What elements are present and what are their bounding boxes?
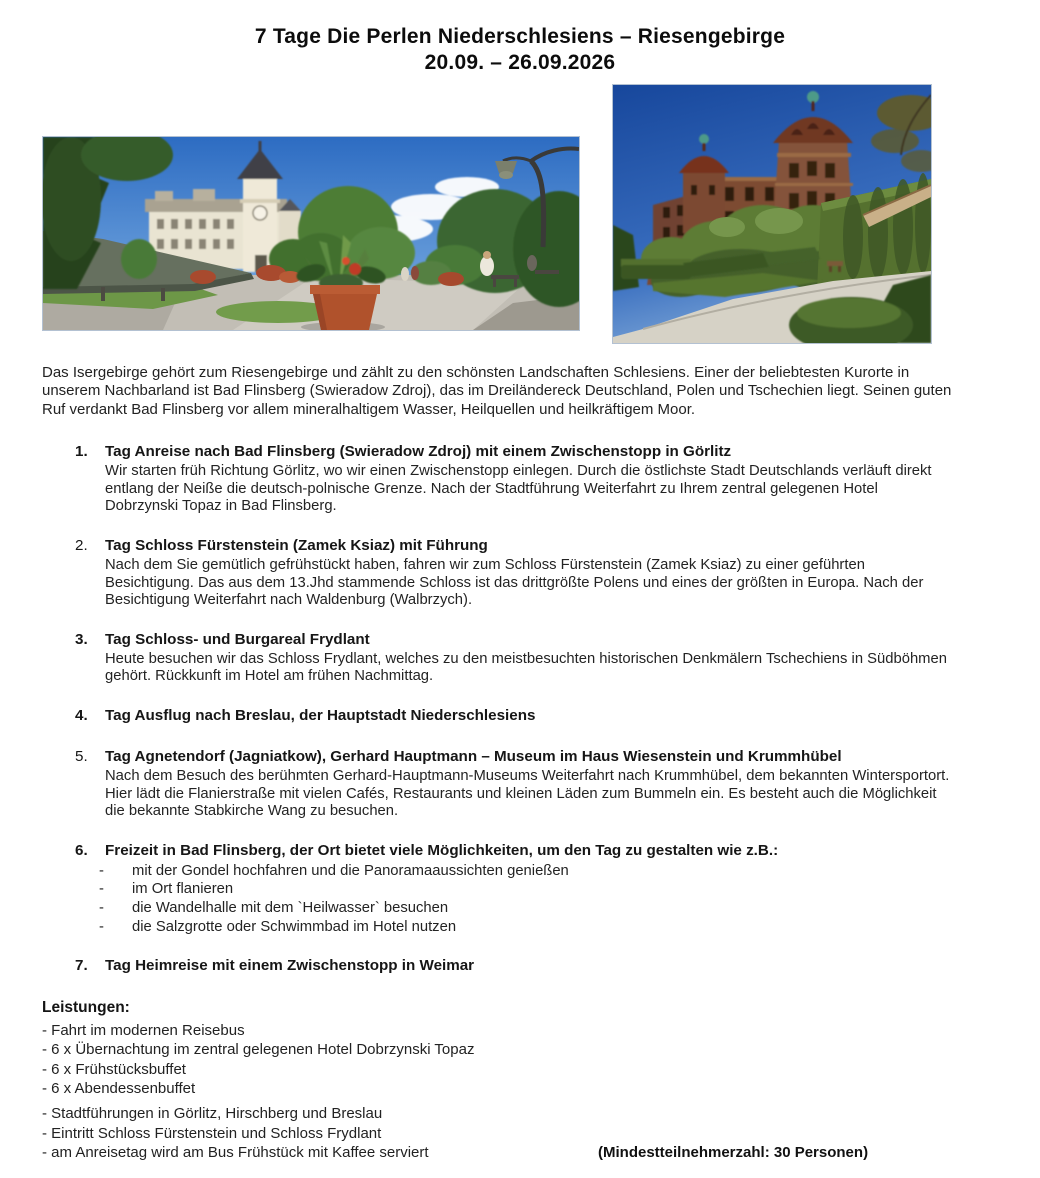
services-heading: Leistungen: [42,999,130,1017]
service-item: - 6 x Abendessenbuffet [42,1080,196,1098]
day-body: Wir starten früh Richtung Görlitz, wo wir einen Zwischenstopp einlegen. Durch die östlichste Stadt Deutschlands verläuft direkt entlang der Neiße die deutsch-polnische Grenze. Nach der Stadtführung Weiterfahrt zu Ihrem zentral gelegenen Hotel Dobrzynski Topaz in Bad Flinsberg. [105,463,932,515]
page-title [0,24,1040,76]
day-number: 5. [75,747,88,765]
day-title: Tag Heimreise mit einem Zwischenstopp in Weimar [105,957,475,975]
itinerary-day [0,748,1040,821]
day-content [105,631,950,686]
day-bullet-text: - die Wandelhalle mit dem `Heilwasser` besuchen [132,899,449,916]
day-list [0,443,1040,977]
itinerary-day [0,631,1040,686]
itinerary-day [0,707,1040,727]
itinerary-day [0,443,1040,516]
day-body: Heute besuchen wir das Schloss Frydlant, welches zu den meistbesuchten historischen Denkmälern Tschechiens in Südböhmen gehört. Rückkunft im Hotel am frühen Nachmittag. [105,650,947,685]
photos-row [0,84,1040,352]
intro-paragraph: Das Isergebirge gehört zum Riesengebirge und zählt zu den schönsten Landschaften Schlesiens. Einer der beliebtesten Kurorte in unserem Nachbarland ist Bad Flinsberg (Swieradow Zdroj), das im Dreiländereck Deutschland, Polen und Tschechien liegt. Seinen guten Ruf verdankt Bad Flinsberg vor allem mineralhaltigem Wasser, Heilquellen und heilkräftigem Moor. [42,364,952,418]
day-bullet [105,862,950,881]
itinerary-day [0,957,1040,977]
title-line-2: 20.09. – 26.09.2026 [424,51,616,74]
itinerary-day [0,842,1040,936]
day-number: 1. [75,443,88,461]
service-item: - 6 x Frühstücksbuffet [42,1060,186,1078]
service-item: - am Anreisetag wird am Bus Frühstück mit Kaffee serviert [42,1144,429,1162]
day-content [105,707,950,727]
day-title: Tag Agnetendorf (Jagniatkow), Gerhard Hauptmann – Museum im Haus Wiesenstein und Krummhübel [105,747,842,765]
day-number: 7. [75,957,88,975]
day-bullet [105,918,950,937]
day-content [105,748,950,821]
services-list [42,1021,992,1144]
castle-photo [612,84,932,344]
services-last-row [42,1143,992,1163]
day-bullet [105,899,950,918]
day-number: 3. [75,630,88,648]
day-content [105,443,950,516]
title-line-1: 7 Tage Die Perlen Niederschlesiens – Riesengebirge [254,25,786,48]
day-bullet-text: - im Ort flanieren [132,881,234,898]
day-content [105,957,950,977]
day-title: Tag Ausflug nach Breslau, der Hauptstadt Niederschlesiens [105,706,536,724]
day-body: Nach dem Besuch des berühmten Gerhard-Hauptmann-Museums Weiterfahrt nach Krummhübel, dem bekannten Wintersportort. Hier lädt die Flanierstraße mit vielen Cafés, Restaurants und kleinen Läden zum Bummeln ein. Es besteht auch die Möglichkeit die bekannte Stabkirche Wang zu besuchen. [105,767,950,820]
service-item: - 6 x Übernachtung im zentral gelegenen Hotel Dobrzynski Topaz [42,1041,475,1059]
day-number: 2. [75,537,88,554]
services-section [42,998,992,1163]
day-number: 4. [75,706,88,724]
day-title: Tag Anreise nach Bad Flinsberg (Swieradow Zdroj) mit einem Zwischenstopp in Görlitz [105,443,732,461]
spa-park-illustration [43,137,579,330]
day-content [105,537,950,610]
day-bullet [105,880,950,899]
day-bullet-text: - mit der Gondel hochfahren und die Panoramaaussichten genießen [132,862,569,879]
day-title: Tag Schloss- und Burgareal Frydlant [105,630,370,648]
day-body: Nach dem Sie gemütlich gefrühstückt haben, fahren wir zum Schloss Fürstenstein (Zamek Ksiaz) zu einer geführten Besichtigung. Das aus dem 13.Jhd stammende Schloss ist das drittgrößte Polens und eines der größten in Europa. Nach der Besichtigung Weiterfahrt nach Waldenburg (Walbrzych). [105,557,924,609]
day-bullet-text: - die Salzgrotte oder Schwimmbad im Hotel nutzen [132,918,457,935]
day-title: Tag Schloss Fürstenstein (Zamek Ksiaz) mit Führung [105,537,488,554]
service-item: - Stadtführungen in Görlitz, Hirschberg und Breslau [42,1105,383,1122]
day-title: Freizeit in Bad Flinsberg, der Ort bietet viele Möglichkeiten, um den Tag zu gestalten wie z.B.: [105,841,779,859]
day-content [105,842,950,936]
service-item: - Eintritt Schloss Fürstenstein und Schloss Frydlant [42,1124,382,1142]
itinerary-day [0,537,1040,610]
day-bullets [105,862,950,936]
service-item: - Fahrt im modernen Reisebus [42,1021,245,1039]
castle-illustration [613,85,931,343]
spa-park-photo [42,136,580,331]
day-number: 6. [75,841,88,859]
min-participants-note: (Mindestteilnehmerzahl: 30 Personen) [598,1144,869,1162]
